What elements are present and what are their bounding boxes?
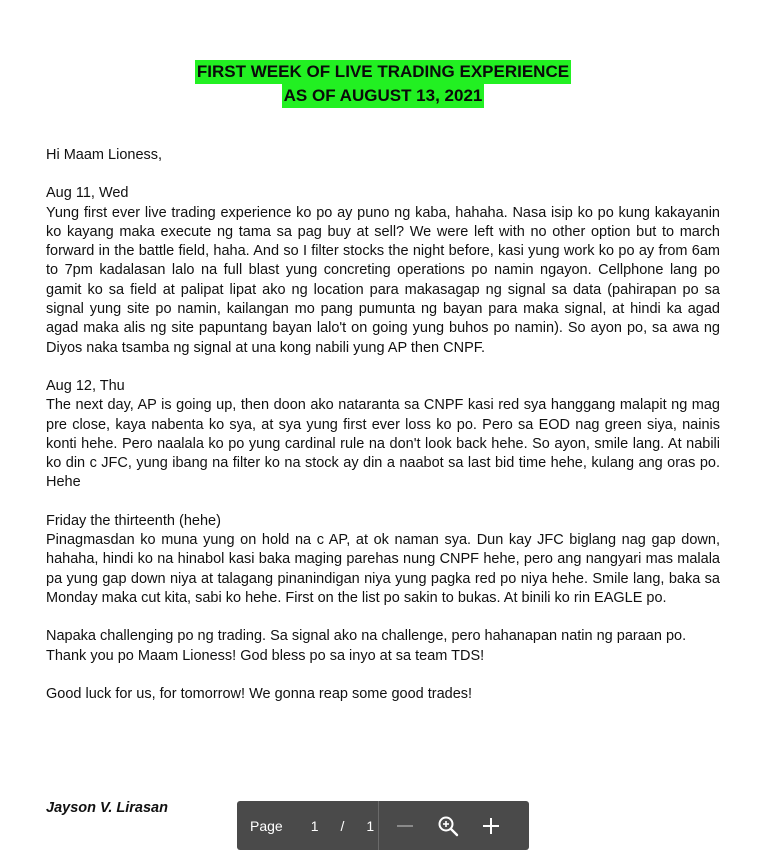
document-title [46, 60, 720, 108]
signature: Jayson V. Lirasan [46, 800, 168, 816]
section-heading: Aug 11, Wed [46, 185, 129, 202]
section-aug-13 [46, 512, 720, 608]
zoom-reset-icon[interactable] [436, 814, 460, 838]
closing-good-luck: Good luck for us, for tomorrow! We gonna reap some good trades! [46, 685, 473, 702]
section-body: Pinagmasdan ko muna yung on hold na c AP, at ok naman sya. Dun kay JFC biglang nag gap down, hahaha, hindi ko na hinabol kasi baka maging parehas nung CNPF hehe, pero ang nangyari mas malala pa yung gap down niya at talagang pinanindigan niya yung pagka red po niya hehe. Smile lang, baka sa Monday maka cut kita, sabi ko hehe. First on the list po sakin to bukas. At binili ko rin EAGLE po. [46, 532, 720, 606]
page-toolbar [237, 801, 529, 850]
document-page [46, 60, 720, 723]
section-aug-11 [46, 184, 720, 358]
zoom-out-icon[interactable] [393, 814, 417, 838]
section-body: Yung first ever live trading experience ko po ay puno ng kaba, hahaha. Nasa isip ko po kung kakayanin ko kayang maka execute ng tama sa pag buy at sell? We were left with no other option but to march forward in the battle field, haha. And so I filter stocks the night before, kasi yung work ko po ay from 6am to 7pm kadalasan lalo na full blast yung concreting operations po namin ngayon. Cellphone lang po gamit ko sa field at palipat lipat ako ng location para makasagap ng signal sa data (pahirapan po sa signal yung site po namin, kailangan mo pang pumunta ng bayan para maka signal, at hindi ka agad agad maka alis ng site papuntang bayan lalo't on going yung buhos po namin). So ayon po, sa awa ng Diyos naka tsamba ng signal at una kong nabili yung AP then CNPF. [46, 204, 720, 356]
closing-line-1: Napaka challenging po ng trading. Sa signal ako na challenge, pero hahanapan natin ng paraan po. [46, 628, 687, 645]
zoom-in-icon[interactable] [479, 814, 503, 838]
section-aug-12 [46, 377, 720, 493]
section-body: The next day, AP is going up, then doon ako nataranta sa CNPF kasi red sya hanggang malapit ng mag pre close, kaya nabenta ko sya, at sya yung first ever loss ko po. Pero sa EOD nag green siya, nainis konti hehe. Pero naalala ko po yung cardinal rule na don't look back hehe. So ayon, smile lang. At nabili ko din c JFC, yung ibang na filter ko na stock ay din a naabot sa last bid time hehe, kulang ang oras po. Hehe [46, 397, 720, 491]
total-pages: 1 [366, 817, 375, 834]
title-line-2: AS OF AUGUST 13, 2021 [282, 84, 485, 108]
title-line-1: FIRST WEEK OF LIVE TRADING EXPERIENCE [195, 60, 571, 84]
page-separator: / [340, 817, 345, 834]
section-heading: Friday the thirteenth (hehe) [46, 512, 221, 529]
closing-paragraph [46, 627, 720, 666]
page-label: Page [250, 817, 283, 834]
current-page-input[interactable]: 1 [310, 817, 319, 834]
zoom-controls [379, 801, 522, 850]
page-indicator [237, 801, 379, 850]
greeting: Hi Maam Lioness, [46, 147, 163, 163]
closing-line-2: Thank you po Maam Lioness! God bless po sa inyo at sa team TDS! [46, 647, 485, 664]
section-heading: Aug 12, Thu [46, 377, 125, 394]
